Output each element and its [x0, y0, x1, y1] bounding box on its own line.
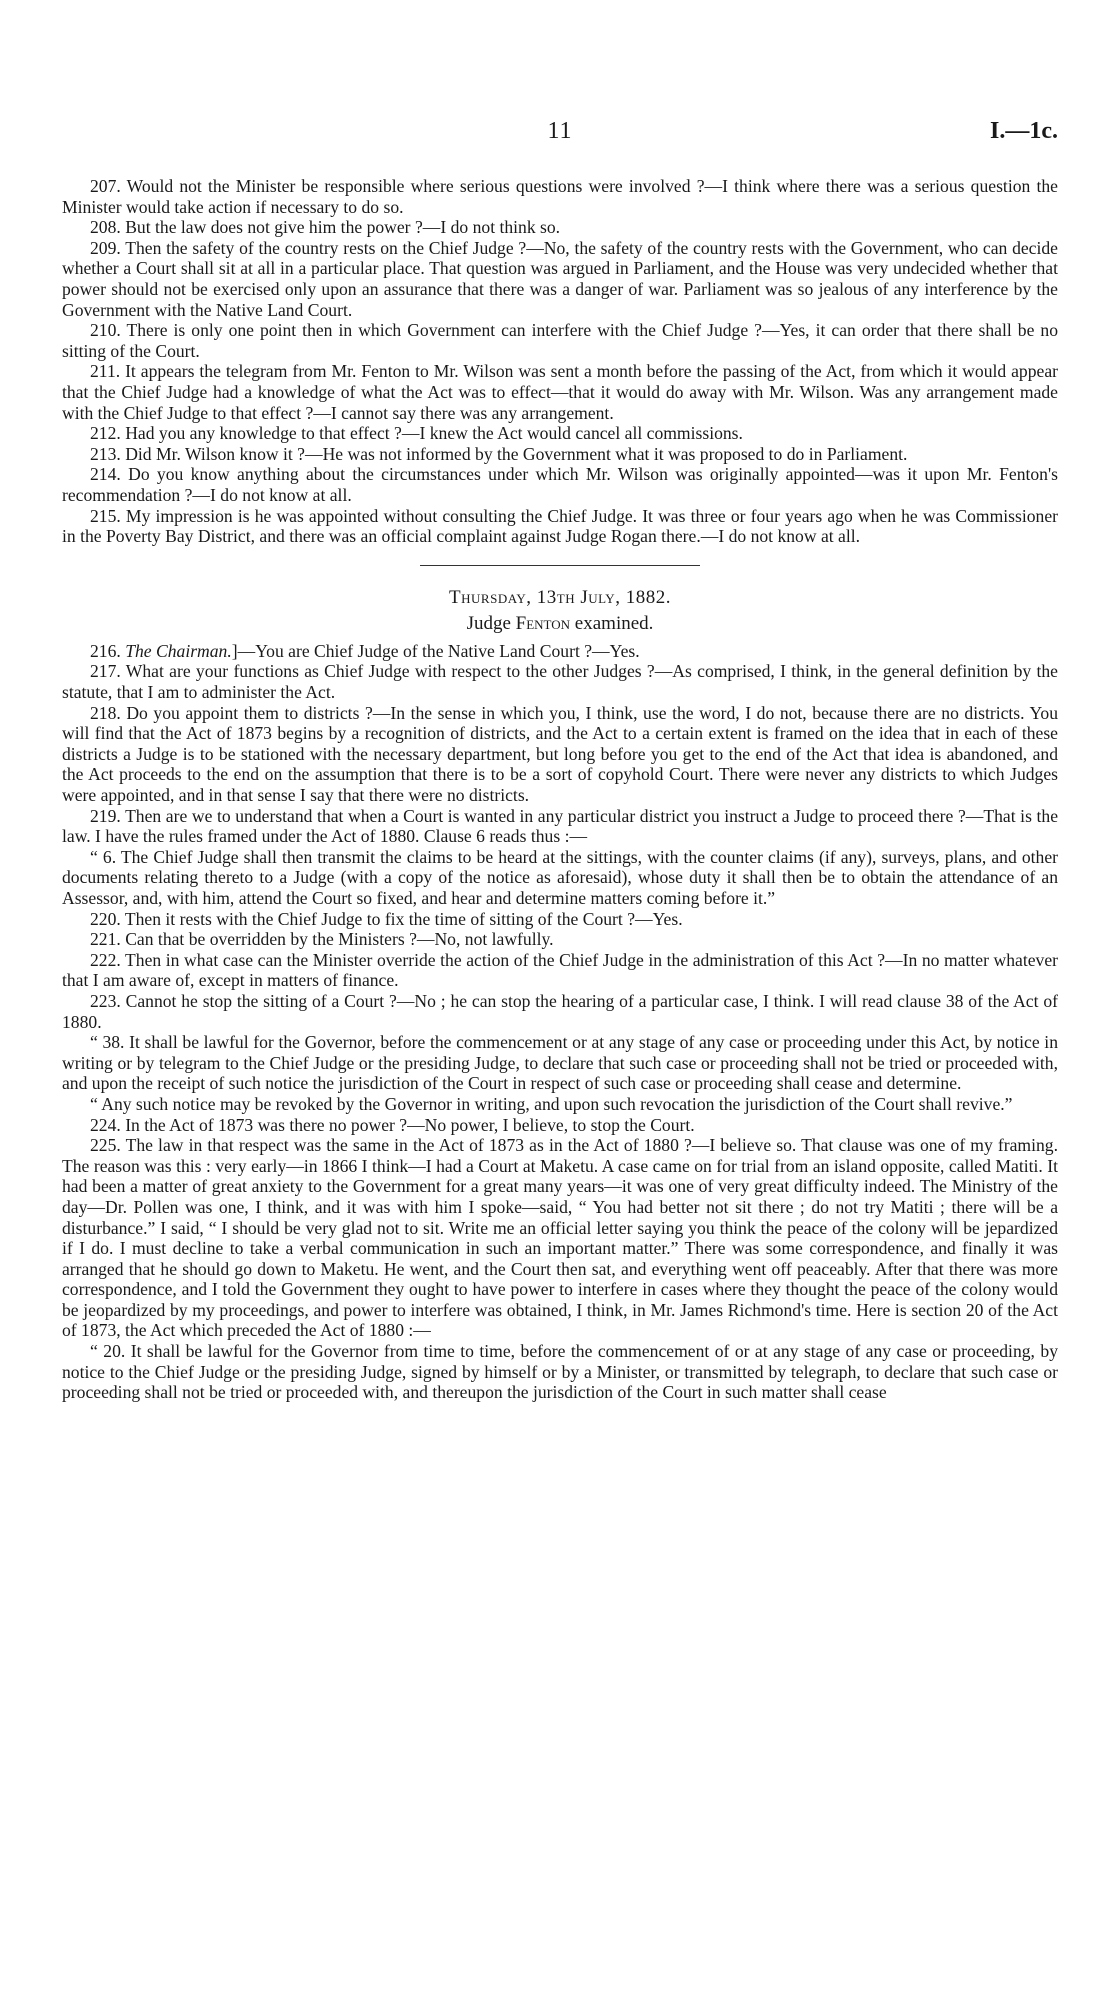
page-number: 11	[547, 118, 573, 144]
page-header	[62, 118, 1058, 162]
body-text	[62, 176, 1058, 1403]
date-heading-year: 1882.	[625, 586, 671, 608]
evidence-paragraph: 225. The law in that respect was the same in the Act of 1873 as in the Act of 1880 ?—I believe so. That clause was one of my framing. The reason was this : very early—in 1866 I think—I had a Court at Maketu. A case came on for trial from an island opposite, called Matiti. It had been a matter of great anxiety to the Government for a great many years—it was one of very great difficulty indeed. The Ministry of the day—Dr. Pollen was one, I think, and it was with him I spoke—said, “ You had better not sit there ; do not try Matiti ; there will be a disturbance.” I said, “ I should be very glad not to sit. Write me an official letter saying you think the peace of the colony will be jepardized if I do. I must decline to take a verbal communication in such an important matter.” There was some correspondence, and finally it was arranged that he should go down to Maketu. He went, and the Court then sat, and everything went off peaceably. After that there was more correspondence, and I told the Government they ought to have power to interfere in cases where they thought the peace of the colony would be jeopardized by my proceedings, and power to interfere was obtained, I think, in Mr. James Richmond's time. Here is section 20 of the Act of 1873, the Act which preceded the Act of 1880 :—	[62, 1135, 1058, 1341]
evidence-paragraph: 208. But the law does not give him the power ?—I do not think so.	[90, 217, 561, 238]
evidence-paragraph: 222. Then in what case can the Minister override the action of the Chief Judge in the administration of this Act ?—In no matter whatever that I am aware of, except in matters of finance.	[62, 949, 1058, 991]
evidence-paragraph: 219. Then are we to understand that when a Court is wanted in any particular district you instruct a Judge to proceed there ?—That is the law. I have the rules framed under the Act of 1880. Clause 6 reads thus :—	[62, 805, 1058, 847]
evidence-paragraph: 218. Do you appoint them to districts ?—In the sense in which you, I think, use the word, I do not, because there are no districts. You will find that the Act of 1873 begins by a recognition of districts, and the Act to a certain extent is framed on the idea that in each of these districts a Judge is to be stationed with the necessary department, but long before you get to the end of the Act that idea is abandoned, and the Act proceeds to the end on the assumption that there is to be a sort of copyhold Court. There were never any districts to which Judges were appointed, and in that sense I say that there were no districts.	[62, 702, 1058, 806]
evidence-paragraph: 207. Would not the Minister be responsible where serious questions were involved ?—I think where there was a serious question the Minister would take action if necessary to do so.	[62, 176, 1058, 217]
date-heading	[62, 588, 1058, 609]
section-divider	[420, 565, 700, 566]
evidence-paragraph: 224. In the Act of 1873 was there no power ?—No power, I believe, to stop the Court.	[90, 1114, 695, 1135]
witness-suffix: examined.	[574, 613, 654, 635]
evidence-paragraph: 221. Can that be overridden by the Ministers ?—No, not lawfully.	[90, 929, 554, 950]
evidence-paragraph: “ 20. It shall be lawful for the Governor from time to time, before the commencement of or at any stage of any case or proceeding, by notice to the Chief Judge or the presiding Judge, signed by himself or by a Minister, or transmitted by telegraph, to declare that such case or proceeding shall not be tried or proceeded with, and thereupon the jurisdiction of the Court in such matter shall cease	[62, 1341, 1058, 1403]
evidence-paragraph: “ 38. It shall be lawful for the Governor, before the commencement or at any stage of any case or proceeding under this Act, by notice in writing or by telegram to the Chief Judge or the presiding Judge, to declare that such case or proceeding shall not be tried or proceeded with, and upon the receipt of such notice the jurisdiction of the Court in respect of such case or proceeding shall cease and determine.	[62, 1032, 1058, 1094]
evidence-paragraph: “ Any such notice may be revoked by the Governor in writing, and upon such revocation the jurisdiction of the Court shall revive.”	[90, 1093, 1013, 1114]
evidence-paragraph: 211. It appears the telegram from Mr. Fenton to Mr. Wilson was sent a month before the passing of the Act, from which it would appear that the Chief Judge had a knowledge of what the Act was to effect—that it would do away with Mr. Wilson. Was any arrangement made with the Chief Judge to that effect ?—I cannot say there was any arrangement.	[62, 361, 1058, 423]
witness-heading	[62, 614, 1058, 635]
witness-name: Fenton	[515, 613, 571, 635]
evidence-paragraph: 223. Cannot he stop the sitting of a Court ?—No ; he can stop the hearing of a particular case, I think. I will read clause 38 of the Act of 1880.	[62, 990, 1058, 1032]
evidence-paragraph: 217. What are your functions as Chief Judge with respect to the other Judges ?—As comprised, I think, in the general definition by the statute, that I am to administer the Act.	[62, 661, 1058, 703]
evidence-section-one	[62, 176, 1058, 547]
paragraph-216-text: ]—You are Chief Judge of the Native Land Court ?—Yes.	[231, 640, 640, 661]
evidence-section-two	[62, 641, 1058, 1403]
evidence-paragraph: 210. There is only one point then in which Government can interfere with the Chief Judge ?—Yes, it can order that there shall be no sitting of the Court.	[62, 320, 1058, 361]
paragraph-216	[62, 641, 1058, 662]
paragraph-216-number: 216.	[90, 640, 121, 661]
evidence-paragraph: 214. Do you know anything about the circumstances under which Mr. Wilson was originally appointed—was it upon Mr. Fenton's recommendation ?—I do not know at all.	[62, 464, 1058, 505]
witness-prefix: Judge	[466, 613, 511, 635]
evidence-paragraph: 212. Had you any knowledge to that effect ?—I knew the Act would cancel all commissions.	[90, 423, 743, 444]
chairman-speaker: The Chairman.	[125, 640, 232, 661]
date-heading-day: Thursday, 13th July,	[449, 586, 621, 608]
evidence-paragraph: 213. Did Mr. Wilson know it ?—He was not informed by the Government what it was proposed to do in Parliament.	[90, 443, 908, 464]
evidence-paragraph: 209. Then the safety of the country rests on the Chief Judge ?—No, the safety of the country rests with the Government, who can decide whether a Court shall sit at all in a particular place. That question was argued in Parliament, and the House was very undecided whether that power should not be exercised only upon an assurance that there was a danger of war. Parliament was so jealous of any interference by the Government with the Native Land Court.	[62, 237, 1058, 320]
evidence-paragraph: 215. My impression is he was appointed without consulting the Chief Judge. It was three or four years ago when he was Commissioner in the Poverty Bay District, and there was an official complaint against Judge Rogan there.—I do not know at all.	[62, 505, 1058, 547]
evidence-paragraph: “ 6. The Chief Judge shall then transmit the claims to be heard at the sittings, with the counter claims (if any), surveys, plans, and other documents relating thereto to a Judge (with a copy of the notice as aforesaid), whose duty it shall then be to obtain the attendance of an Assessor, and, with him, attend the Court so fixed, and hear and determine matters coming before it.”	[62, 846, 1058, 908]
document-reference: I.—1c.	[990, 118, 1058, 144]
evidence-paragraph: 220. Then it rests with the Chief Judge to fix the time of sitting of the Court ?—Yes.	[90, 908, 683, 929]
